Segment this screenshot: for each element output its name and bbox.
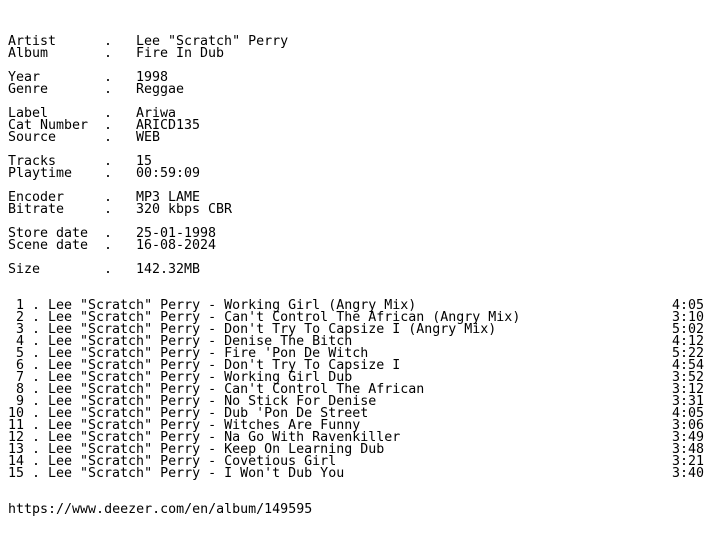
track-number: 5 (15, 346, 24, 361)
track-number: 1 (15, 298, 24, 313)
track-duration: 3:49 (671, 430, 704, 445)
track-title: Lee "Scratch" Perry - Na Go With Ravenkiller (48, 430, 401, 445)
track-title: Lee "Scratch" Perry - Covetious Girl (48, 454, 337, 469)
info-separator: . (104, 154, 113, 169)
track-duration: 3:21 (671, 454, 704, 469)
track-number: 7 (15, 370, 24, 385)
info-separator: . (104, 34, 113, 49)
track-number: 8 (15, 382, 24, 397)
info-key: Size (8, 262, 41, 277)
info-key: Album (8, 46, 49, 61)
track-duration: 3:12 (671, 382, 704, 397)
track-number: 6 (15, 358, 24, 373)
track-title: Lee "Scratch" Perry - I Won't Dub You (48, 466, 345, 481)
info-row-year (8, 72, 704, 84)
info-section (8, 36, 704, 276)
track-separator: . (32, 346, 41, 361)
info-value: Reggae (136, 82, 185, 97)
info-key: Source (8, 130, 57, 145)
info-separator: . (104, 130, 113, 145)
info-value: Ariwa (136, 106, 177, 121)
track-row (8, 468, 704, 480)
track-title: Lee "Scratch" Perry - Working Girl Dub (48, 370, 353, 385)
info-key: Year (8, 70, 41, 85)
info-row-scene-date (8, 240, 704, 252)
track-title: Lee "Scratch" Perry - No Stick For Denise (48, 394, 377, 409)
info-separator: . (104, 70, 113, 85)
track-number: 12 (8, 430, 25, 445)
info-key: Artist (8, 34, 57, 49)
info-row-store-date (8, 228, 704, 240)
info-separator: . (104, 226, 113, 241)
track-separator: . (32, 310, 41, 325)
track-title: Lee "Scratch" Perry - Don't Try To Capsize I (Angry Mix) (48, 322, 497, 337)
info-key: Scene date (8, 238, 89, 253)
track-title: Lee "Scratch" Perry - Can't Control The African (48, 382, 425, 397)
track-separator: . (32, 430, 41, 445)
track-title: Lee "Scratch" Perry - Don't Try To Capsize I (48, 358, 401, 373)
info-value: MP3 LAME (136, 190, 201, 205)
track-duration: 3:40 (671, 466, 704, 481)
info-key: Tracks (8, 154, 57, 169)
info-row-label (8, 108, 704, 120)
track-duration: 3:52 (671, 370, 704, 385)
info-separator: . (104, 106, 113, 121)
info-separator: . (104, 166, 113, 181)
info-row-source (8, 132, 704, 144)
info-key: Genre (8, 82, 49, 97)
info-value: 320 kbps CBR (136, 202, 233, 217)
info-key: Store date (8, 226, 89, 241)
track-separator: . (32, 442, 41, 457)
track-number: 4 (15, 334, 24, 349)
info-row-album (8, 48, 704, 60)
info-separator: . (104, 238, 113, 253)
info-key: Bitrate (8, 202, 65, 217)
track-duration: 5:22 (671, 346, 704, 361)
track-number: 2 (15, 310, 24, 325)
track-title: Lee "Scratch" Perry - Keep On Learning Dub (48, 442, 385, 457)
track-number: 3 (15, 322, 24, 337)
track-number: 14 (8, 454, 25, 469)
info-key: Encoder (8, 190, 65, 205)
info-value: Lee "Scratch" Perry (136, 34, 289, 49)
track-duration: 5:02 (671, 322, 704, 337)
track-title: Lee "Scratch" Perry - Denise The Bitch (48, 334, 353, 349)
nfo-document (8, 36, 704, 516)
track-duration: 4:05 (671, 298, 704, 313)
info-value: WEB (136, 130, 161, 145)
info-row-artist (8, 36, 704, 48)
info-value: 00:59:09 (136, 166, 201, 181)
info-value: Fire In Dub (136, 46, 225, 61)
track-number: 11 (8, 418, 25, 433)
track-title: Lee "Scratch" Perry - Working Girl (Angry Mix) (48, 298, 417, 313)
track-separator: . (32, 466, 41, 481)
info-value: ARICD135 (136, 118, 201, 133)
info-value: 1998 (136, 70, 169, 85)
info-row-genre (8, 84, 704, 96)
info-separator: . (104, 46, 113, 61)
info-key: Label (8, 106, 49, 121)
track-separator: . (32, 454, 41, 469)
info-separator: . (104, 118, 113, 133)
track-number: 15 (8, 466, 25, 481)
info-key: Playtime (8, 166, 73, 181)
track-duration: 3:10 (671, 310, 704, 325)
track-title: Lee "Scratch" Perry - Can't Control The African (Angry Mix) (48, 310, 521, 325)
info-row-bitrate (8, 204, 704, 216)
track-title: Lee "Scratch" Perry - Fire 'Pon De Witch (48, 346, 369, 361)
info-row-tracks (8, 156, 704, 168)
info-row-size (8, 264, 704, 276)
track-duration: 3:06 (671, 418, 704, 433)
info-key: Cat Number (8, 118, 89, 133)
info-row-encoder (8, 192, 704, 204)
info-separator: . (104, 82, 113, 97)
track-duration: 3:48 (671, 442, 704, 457)
track-title: Lee "Scratch" Perry - Witches Are Funny (48, 418, 361, 433)
track-separator: . (32, 322, 41, 337)
info-value: 25-01-1998 (136, 226, 217, 241)
info-separator: . (104, 190, 113, 205)
info-separator: . (104, 262, 113, 277)
track-separator: . (32, 370, 41, 385)
info-separator: . (104, 202, 113, 217)
tracklist (8, 300, 704, 480)
info-value: 16-08-2024 (136, 238, 217, 253)
track-duration: 4:05 (671, 406, 704, 421)
track-duration: 3:31 (671, 394, 704, 409)
track-separator: . (32, 394, 41, 409)
album-url[interactable]: https://www.deezer.com/en/album/149595 (8, 502, 313, 517)
track-separator: . (32, 382, 41, 397)
info-value: 15 (136, 154, 153, 169)
track-number: 9 (15, 394, 24, 409)
info-value: 142.32MB (136, 262, 201, 277)
track-separator: . (32, 358, 41, 373)
track-duration: 4:12 (671, 334, 704, 349)
track-separator: . (32, 334, 41, 349)
info-row-playtime (8, 168, 704, 180)
track-separator: . (32, 298, 41, 313)
track-duration: 4:54 (671, 358, 704, 373)
track-separator: . (32, 418, 41, 433)
track-separator: . (32, 406, 41, 421)
track-number: 13 (8, 442, 25, 457)
track-title: Lee "Scratch" Perry - Dub 'Pon De Street (48, 406, 369, 421)
track-number: 10 (8, 406, 25, 421)
info-row-cat-number (8, 120, 704, 132)
